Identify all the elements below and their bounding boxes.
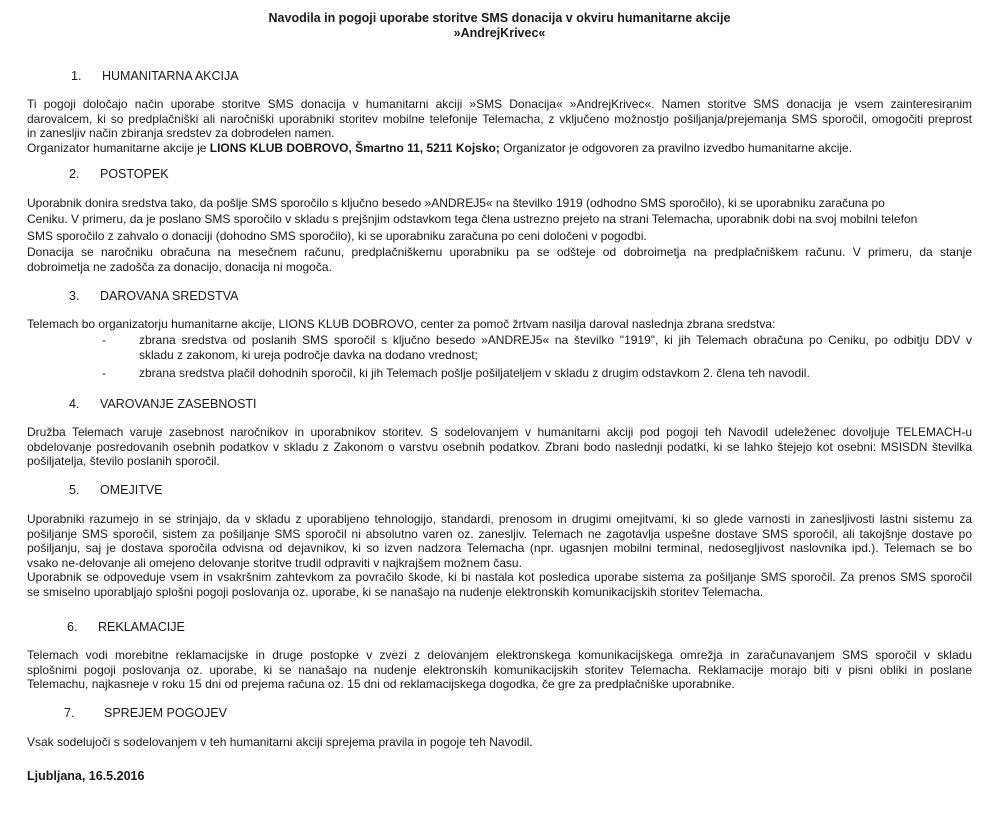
paragraph-line: Uporabnik se odpoveduje vsem in vsakršnim zahtevkom za povračilo škode, ki bi nastala kot posledica uporabe sistema za pošiljanje SMS sporočil. Za prenos SMS sporočil: [27, 570, 972, 584]
paragraph-line: Donacija se naročniku obračuna na mesečnem računu, predplačniškemu uporabniku pa se odšteje od dobroimetja na predplačniškem računu. V primeru, da stanje: [27, 245, 972, 259]
section-3-heading: [69, 289, 238, 304]
paragraph-line: Telemachu, najkasneje v roku 15 dni od prejema računa oz. 15 dni od reklamacijskega dogodka, če gre za predplačniške uporabnike.: [27, 677, 735, 692]
section-6-heading: [67, 620, 185, 635]
section-number: 7.: [64, 706, 75, 720]
bullet-dash: -: [102, 366, 106, 380]
paragraph-line: Družba Telemach varuje zasebnost naročnikov in uporabnikov storitev. S sodelovanjem v humanitarni akciji pod pogoji teh Navodil udeleženec dovoljuje TELEMACH-u: [27, 425, 972, 439]
section-1-heading: [71, 69, 239, 84]
paragraph-line: pošiljanje SMS sporočil, sistem za pošiljanje SMS sporočil ni absolutno varen oz. zanesljiv. Telemach ne zagotavlja uspešne dostave SMS sporočil, ali takojšnje dostave po: [27, 526, 972, 541]
bullet-text: [139, 366, 972, 381]
section-title: DAROVANA SREDSTVA: [100, 289, 239, 303]
section-6-paragraph: [27, 648, 972, 692]
paragraph-line: Ti pogoji določajo način uporabe storitve SMS donacija v humanitarni akciji »SMS Donacija« »AndrejKrivec«. Namen storitve SMS donacija je vsem zainteresiranim: [27, 97, 972, 111]
section-number: 2.: [69, 167, 80, 181]
organizer-prefix: Organizator humanitarne akcije je: [27, 140, 210, 155]
paragraph-line: in zanesljiv način zbiranja sredstev za dobrodelen namen.: [27, 126, 335, 141]
bullet-line: skladu z zakonom, ki ureja področje davka na dodano vrednost;: [139, 348, 478, 362]
paragraph-line: pošiljatelja, število poslanih sporočil.: [27, 454, 220, 469]
section-7-heading: [64, 706, 227, 721]
section-number: 5.: [69, 483, 80, 497]
paragraph-line: Telemach vodi morebitne reklamacijske in druge postopke v zvezi z delovanjem elektronskega komunikacijskega omrežja in zaračunavanjem SMS sporočil v skladu: [27, 648, 972, 662]
paragraph-line: vsako ne-delovanje ali omejeno delovanje storitve trudil odpraviti v najkrajšem možnem času.: [27, 555, 522, 570]
section-title: OMEJITVE: [100, 483, 163, 497]
section-2-paragraph-2: [27, 245, 972, 274]
bullet-text: [139, 333, 972, 363]
paragraph-line: se smiselno uporabljajo splošni pogoji poslovanja oz. uporabe, ki se nanašajo na nudenje elektronskih komunikacijskih storitev Telemacha.: [27, 584, 764, 599]
section-5-heading: [69, 483, 163, 498]
section-number: 3.: [69, 289, 80, 303]
section-5-paragraph-2: [27, 570, 972, 599]
section-2-paragraph-1: [27, 195, 972, 244]
section-title: REKLAMACIJE: [98, 620, 185, 634]
paragraph-line: obdelovanje posredovanih osebnih podatkov v skladu z Zakonom o varstvu osebnih podatkov. Zbrani bodo naslednji podatki, ki se lahko štejejo kot osebni: MSISDN številka: [27, 439, 972, 454]
section-title: POSTOPEK: [100, 167, 169, 181]
section-title: HUMANITARNA AKCIJA: [102, 69, 239, 83]
section-3-intro: [27, 317, 972, 332]
paragraph-line: Ceniku. V primeru, da je poslano SMS sporočilo v skladu s prejšnjim odstavkom tega člena ustrezno prejeto na strani Telemacha, uporabnik dobi na svoj mobilni telefon: [27, 212, 918, 227]
section-5-paragraph-1: [27, 512, 972, 570]
paragraph-line: SMS sporočilo z zahvalo o donaciji (dohodno SMS sporočilo), ki se uporabniku zaračuna po ceni določeni v pogodbi.: [27, 228, 647, 243]
organizer-suffix: Organizator je odgovoren za pravilno izvedbo humanitarne akcije.: [499, 140, 853, 155]
section-2-heading: [69, 167, 169, 182]
bullet-item: [102, 366, 972, 382]
section-4-heading: [69, 397, 257, 412]
paragraph-line: Uporabniki razumejo in se strinjajo, da v skladu z uporabljeno tehnologijo, standardi, prenosom in drugimi omejitvami, ki so glede varnosti in zanesljivosti lastni sistemu za: [27, 512, 972, 526]
section-title: VAROVANJE ZASEBNOSTI: [100, 397, 257, 411]
bullet-line: zbrana sredstva plačil dohodnih sporočil, ki jih Telemach pošlje pošiljateljem v skladu z drugim odstavkom 2. člena teh navodil.: [139, 366, 810, 380]
paragraph-line: splošnimi pogoji poslovanja oz. uporabe, ki se nanašajo na nudenje elektronskih komunikacijskih storitev Telemacha. Reklamacije morajo biti v pisni obliki in poslane: [27, 662, 972, 677]
bullet-line: zbrana sredstva od poslanih SMS sporočil s ključno besedo »ANDREJ5« na številko "1919", ki jih Telemach obračuna po Ceniku, po odbitju DDV v: [139, 333, 972, 347]
title-line-1: Navodila in pogoji uporabe storitve SMS donacija v okviru humanitarne akcije: [268, 11, 731, 25]
bullet-dash: -: [102, 333, 106, 347]
paragraph-line: Vsak sodelujoči s sodelovanjem v teh humanitarni akciji sprejema pravila in pogoje teh Navodil.: [27, 735, 533, 749]
bullet-item: [102, 333, 972, 365]
section-4-paragraph: [27, 425, 972, 469]
paragraph-line: pošiljanju, saj je dostava sporočila odvisna od dejavnikov, ki so izven nadzora Telemacha (npr. ugasnjen mobilni terminal, nedosegljivost naslovnika ipd.). Telemach se bo: [27, 541, 972, 556]
organizer-name: LIONS KLUB DOBROVO, Šmartno 11, 5211 Kojsko;: [209, 140, 500, 155]
paragraph-line: Telemach bo organizatorju humanitarne akcije, LIONS KLUB DOBROVO, center za pomoč žrtvam nasilja daroval naslednja zbrana sredstva:: [27, 317, 776, 331]
section-number: 1.: [71, 69, 82, 83]
paragraph-line: darovalcem, ki so predplačniški ali naročniški uporabniki storitev mobilne telefonije Telemacha, z vključeno možnostjo pošiljanja/prejemanja SMS sporočil, omogočiti preprost: [27, 111, 972, 126]
section-title: SPREJEM POGOJEV: [104, 706, 227, 720]
document-title: [27, 11, 972, 41]
title-line-2: »AndrejKrivec«: [453, 26, 546, 40]
section-1-paragraph: [27, 97, 972, 155]
paragraph-line: dobroimetja ne zadošča za donacijo, donacija ni mogoča.: [27, 259, 332, 274]
section-number: 4.: [69, 397, 80, 411]
signature-date: Ljubljana, 16.5.2016: [27, 769, 145, 783]
organizer-line: [27, 141, 972, 156]
section-7-paragraph: [27, 735, 972, 750]
paragraph-line: Uporabnik donira sredstva tako, da pošlje SMS sporočilo s ključno besedo »ANDREJ5« na številko 1919 (odhodno SMS sporočilo), ki se uporabniku zaračuna po: [27, 196, 885, 210]
section-number: 6.: [67, 620, 78, 634]
